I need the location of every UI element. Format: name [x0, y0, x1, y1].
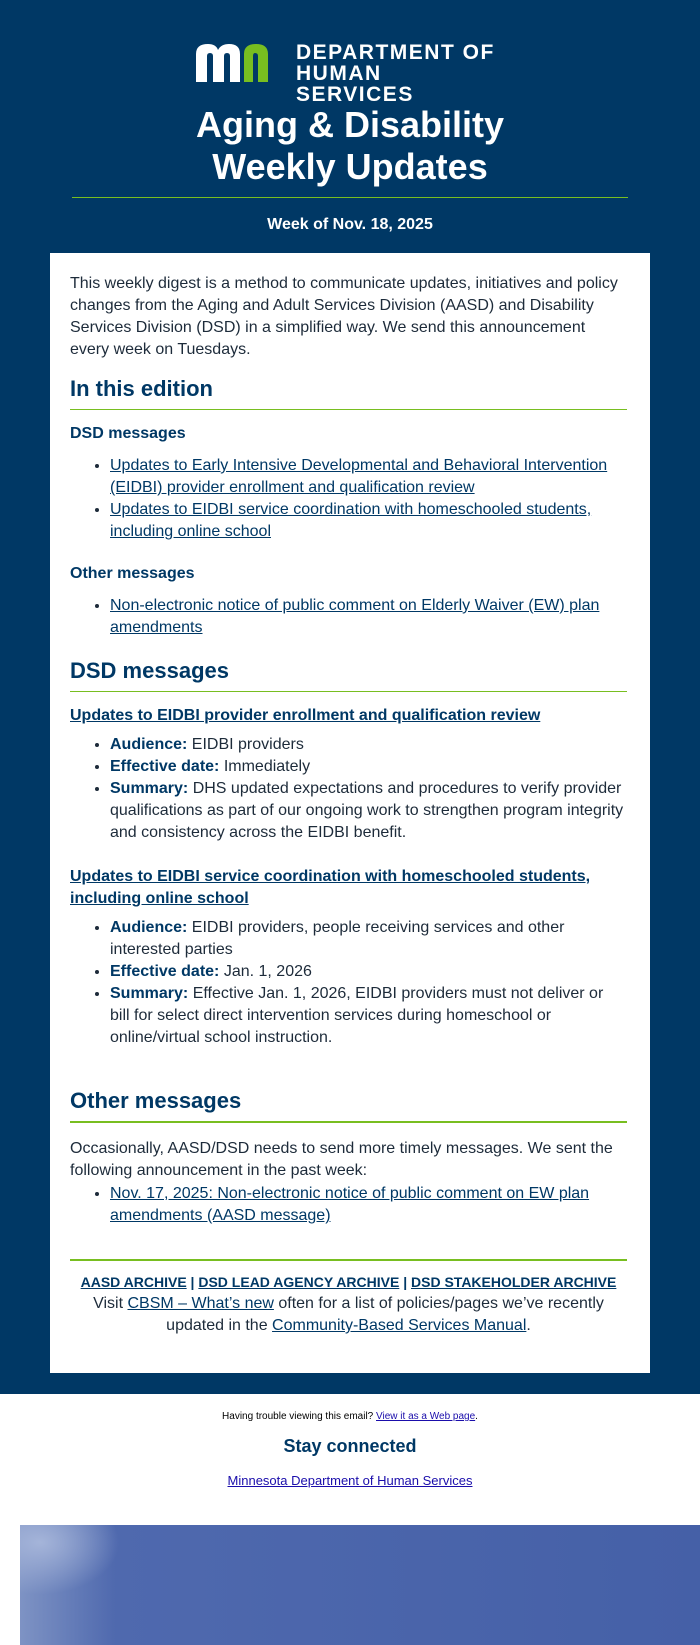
end-punct: . [526, 1317, 531, 1334]
content-inner [70, 273, 627, 1337]
archive-links [70, 1274, 627, 1290]
logo-line-2: HUMAN SERVICES [296, 62, 414, 106]
article-audience [110, 734, 627, 756]
logo-text [296, 42, 506, 105]
article-title-link[interactable]: Updates to EIDBI service coordination with homeschooled students, including online school [70, 868, 591, 907]
title-divider [72, 197, 628, 198]
aasd-archive-link[interactable]: AASD ARCHIVE [80, 1274, 187, 1290]
other-link-aasd-message[interactable]: Nov. 17, 2025: Non-electronic notice of public comment on EW plan amendments (AASD message) [110, 1185, 590, 1224]
audience-value: EIDBI providers, people receiving services and other interested parties [110, 919, 565, 958]
toc-other-list [70, 595, 627, 639]
other-divider [70, 1121, 627, 1123]
toc-link-eidbi-homeschool[interactable]: Updates to EIDBI service coordination with homeschooled students, including online school [110, 501, 592, 540]
other-list [70, 1183, 627, 1227]
other-heading: Other messages [70, 1088, 242, 1113]
date-value: Jan. 1, 2026 [219, 963, 312, 980]
trouble-end: . [475, 1411, 478, 1422]
mndhs-link-wrap [0, 1473, 700, 1488]
cbsm-mid-text: often for a list of policies/pages we’ve recently updated in the [166, 1295, 604, 1334]
audience-label: Audience: [110, 736, 188, 753]
visit-text: Visit [93, 1295, 128, 1312]
edition-divider [70, 409, 627, 410]
title-line-1: Aging & Disability [195, 104, 505, 145]
audience-label: Audience: [110, 919, 188, 936]
summary-label: Summary: [110, 985, 189, 1002]
dsd-heading: DSD messages [70, 658, 229, 683]
stay-connected-heading: Stay connected [283, 1436, 417, 1456]
edition-heading: In this edition [70, 376, 213, 401]
summary-label: Summary: [110, 780, 189, 797]
date-label: Effective date: [110, 758, 220, 775]
toc-item [110, 499, 627, 543]
article-date [110, 756, 627, 778]
article-title-link[interactable]: Updates to EIDBI provider enrollment and qualification review [70, 707, 541, 724]
article-details [70, 734, 627, 844]
toc-other-heading: Other messages [70, 565, 195, 582]
separator: | [186, 1274, 199, 1290]
trouble-viewing [0, 1411, 700, 1422]
dsd-lead-archive-link[interactable]: DSD LEAD AGENCY ARCHIVE [198, 1274, 400, 1290]
article-eidbi-homeschool [70, 866, 627, 1049]
mndhs-link[interactable]: Minnesota Department of Human Services [227, 1473, 473, 1488]
title-line-2: Weekly Updates [212, 146, 488, 187]
date-label: Effective date: [110, 963, 220, 980]
article-details [70, 917, 627, 1049]
other-item [110, 1183, 627, 1227]
toc-item [110, 595, 627, 639]
toc-link-eidbi-enrollment[interactable]: Updates to Early Intensive Developmental and Behavioral Intervention (EIDBI) provider enrollment and qualification review [110, 457, 608, 496]
week-date: Week of Nov. 18, 2025 [267, 216, 433, 233]
logo-line-1: DEPARTMENT OF [296, 41, 495, 64]
toc-link-ew-notice[interactable]: Non-electronic notice of public comment on Elderly Waiver (EW) plan amendments [110, 597, 600, 636]
page-title [0, 104, 700, 188]
summary-value: DHS updated expectations and procedures to verify provider qualifications as part of our ongoing work to strengthen program integrity and consistency across the EIDBI benefit. [110, 780, 624, 841]
intro-text: This weekly digest is a method to communicate updates, initiatives and policy changes from the Aging and Adult Services Division (AASD) and Disability Services Division (DSD) in a simplified way. We send this announcement every week on Tuesdays. [70, 275, 618, 358]
dsd-divider [70, 691, 627, 692]
cbsm-link[interactable]: CBSM – What’s new [127, 1295, 274, 1312]
article-summary [110, 983, 627, 1049]
bottom-banner-image [20, 1525, 700, 1645]
dsd-stakeholder-archive-link[interactable]: DSD STAKEHOLDER ARCHIVE [411, 1274, 617, 1290]
toc-dsd-heading: DSD messages [70, 425, 186, 442]
other-text: Occasionally, AASD/DSD needs to send more timely messages. We sent the following announcement in the past week: [70, 1140, 613, 1179]
date-value: Immediately [219, 758, 311, 775]
footer-divider [70, 1259, 627, 1261]
web-page-link[interactable]: View it as a Web page [376, 1411, 476, 1422]
article-summary [110, 778, 627, 844]
separator: | [399, 1274, 412, 1290]
toc-dsd-list [70, 455, 627, 543]
banner-glow [20, 1525, 120, 1595]
article-date [110, 961, 627, 983]
dhs-logo[interactable] [196, 41, 506, 106]
article-audience [110, 917, 627, 961]
audience-value: EIDBI providers [187, 736, 304, 753]
mn-logo-icon [196, 42, 282, 82]
toc-item [110, 455, 627, 499]
content-card [50, 253, 650, 1373]
manual-link[interactable]: Community-Based Services Manual [272, 1317, 527, 1334]
cbsm-text [70, 1293, 627, 1337]
article-eidbi-enrollment [70, 705, 627, 844]
summary-value: Effective Jan. 1, 2026, EIDBI providers must not deliver or bill for select direct intervention services during homeschool or online/virtual school instruction. [110, 985, 604, 1046]
trouble-text: Having trouble viewing this email? [222, 1411, 377, 1422]
